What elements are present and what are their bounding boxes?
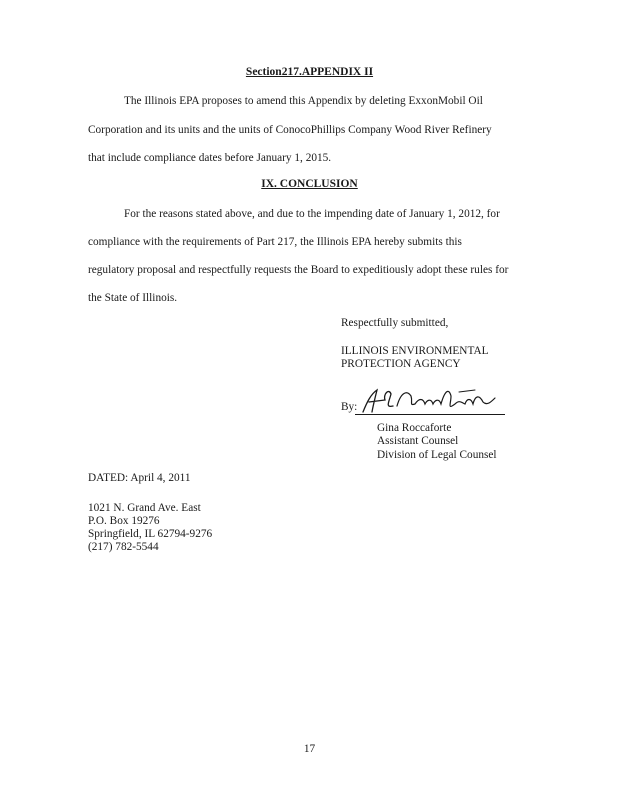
signer-title: Assistant Counsel xyxy=(377,435,459,447)
conclusion-heading: IX. CONCLUSION xyxy=(261,178,358,190)
address-line-2: P.O. Box 19276 xyxy=(88,515,160,527)
signer-division: Division of Legal Counsel xyxy=(377,449,497,461)
conclusion-paragraph-line-1: For the reasons stated above, and due to the impending date of January 1, 2012, for xyxy=(124,208,500,220)
handwritten-signature xyxy=(355,384,505,418)
signature-line xyxy=(355,414,505,415)
conclusion-paragraph-line-3: regulatory proposal and respectfully requests the Board to expeditiously adopt these rules for xyxy=(88,264,509,276)
address-line-4: (217) 782-5544 xyxy=(88,541,159,553)
conclusion-paragraph-line-2: compliance with the requirements of Part 217, the Illinois EPA hereby submits this xyxy=(88,236,462,248)
signature-block xyxy=(341,384,531,424)
section-heading: Section217.APPENDIX II xyxy=(245,66,374,78)
signer-name: Gina Roccaforte xyxy=(377,422,452,434)
appendix-paragraph-line-2: Corporation and its units and the units of ConocoPhillips Company Wood River Refinery xyxy=(88,124,492,136)
signature-prefix: By: xyxy=(341,401,358,413)
appendix-paragraph-line-3: that include compliance dates before January 1, 2015. xyxy=(88,152,332,164)
appendix-paragraph-line-1: The Illinois EPA proposes to amend this Appendix by deleting ExxonMobil Oil xyxy=(124,95,483,107)
closing: Respectfully submitted, xyxy=(341,317,449,329)
agency-name-line-2: PROTECTION AGENCY xyxy=(341,358,461,370)
dated-line: DATED: April 4, 2011 xyxy=(88,472,191,484)
conclusion-paragraph-line-4: the State of Illinois. xyxy=(88,292,178,304)
address-line-3: Springfield, IL 62794-9276 xyxy=(88,528,213,540)
page-number: 17 xyxy=(303,743,316,755)
agency-name-line-1: ILLINOIS ENVIRONMENTAL xyxy=(341,345,489,357)
address-line-1: 1021 N. Grand Ave. East xyxy=(88,502,201,514)
